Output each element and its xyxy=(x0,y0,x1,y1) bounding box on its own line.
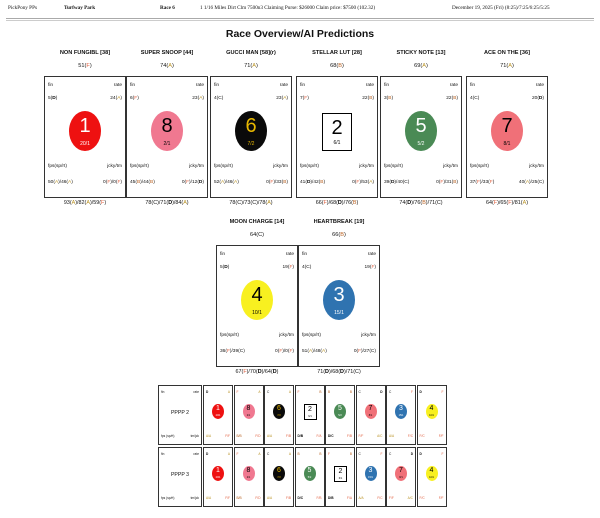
mini-program-number: 5 xyxy=(338,405,342,412)
race-date: December 19, 2025 (Fri) (8:25)/7:25/6:25/5:25 xyxy=(452,5,550,11)
mini-saddle-chip xyxy=(365,404,377,419)
prediction-card[interactable] xyxy=(210,76,292,198)
mini-prediction-card[interactable] xyxy=(356,447,386,507)
rate-label: rate xyxy=(367,252,376,257)
mini-saddle-chip xyxy=(243,404,255,419)
jcky-label: jcky/tm xyxy=(107,164,122,169)
site-name: PickPony PPs xyxy=(8,5,37,11)
mini-program-number: 7 xyxy=(399,467,403,474)
mini-fps-label: fps (sp/rt) xyxy=(161,434,175,438)
mini-fps: A/A xyxy=(206,496,212,500)
mini-prediction-card[interactable] xyxy=(325,447,355,507)
horse-score: 66(B) xyxy=(332,232,346,238)
mini-prediction-card[interactable] xyxy=(386,385,416,445)
speed-figures: 93(A)/82(A)/59(F) xyxy=(63,200,107,206)
horse-name: SUPER SNOOP [44] xyxy=(140,50,194,56)
prediction-card[interactable] xyxy=(44,76,126,198)
mini-rate-label: rate xyxy=(193,390,199,394)
mini-program-number: 4 xyxy=(429,405,434,412)
mini-fps: B/B xyxy=(236,434,242,438)
program-number: 1 xyxy=(79,115,91,137)
mini-rate: A xyxy=(227,390,230,394)
mini-odds: 6/1 xyxy=(308,415,312,418)
mini-jcky: F/C xyxy=(377,496,383,500)
mini-rate: B xyxy=(349,452,352,456)
rate-value: 19(F) xyxy=(364,265,376,270)
fin-label: fin xyxy=(130,83,136,88)
mini-saddle-chip xyxy=(243,466,255,481)
mini-program-number: 8 xyxy=(246,405,251,412)
saddle-cloth-chip xyxy=(235,111,267,151)
mini-jcky: F/B xyxy=(286,434,291,438)
mini-fin: C xyxy=(267,452,270,456)
mini-rate: B xyxy=(319,390,322,394)
fps-label: fps(sp/rt) xyxy=(214,164,233,169)
mini-fps: A/A xyxy=(358,496,364,500)
horse-name: STELLAR LUT [28] xyxy=(312,50,362,56)
fps-label: fps(sp/rt) xyxy=(130,164,149,169)
mini-jcky: A/C xyxy=(377,434,383,438)
fin-value: 3(B) xyxy=(384,96,394,101)
mini-saddle-chip xyxy=(395,466,407,481)
mini-prediction-card[interactable] xyxy=(417,447,447,507)
speed-figures: 67(F)/70(D)/64(D) xyxy=(235,369,279,375)
mini-saddle-chip xyxy=(304,404,317,420)
rate-label: rate xyxy=(449,83,458,88)
program-number: 8 xyxy=(161,115,173,137)
mini-odds: 5/2 xyxy=(338,414,342,417)
fps-label: fps(sp/rt) xyxy=(384,164,403,169)
horse-score: 64(C) xyxy=(249,232,264,238)
mini-prediction-card[interactable] xyxy=(356,385,386,445)
mini-rate: F xyxy=(441,452,444,456)
fps-value: 39(D)/40(C) xyxy=(384,180,410,185)
horse-score: 69(A) xyxy=(414,63,428,69)
race-conditions: 1 1/16 Miles Dirt Clm 7500n3 Claiming Purse: $26000 Claim price: $7500 (102.32) xyxy=(200,5,376,11)
mini-saddle-chip xyxy=(334,404,346,419)
mini-rate: B xyxy=(319,452,322,456)
prediction-card[interactable] xyxy=(126,76,208,198)
mini-jcky: F/F xyxy=(438,496,444,500)
fps-label: fps(sp/rt) xyxy=(302,333,321,338)
mini-saddle-chip xyxy=(304,466,316,481)
ppp-label: PPPP 2 xyxy=(170,410,190,416)
jcky-value: 40(A)/25(C) xyxy=(518,180,544,185)
horse-name: ACE ON THE [36] xyxy=(484,50,530,56)
horse-name: GUCCI MAN [58](r) xyxy=(226,50,276,56)
page-title: Race Overview/AI Predictions xyxy=(225,28,375,40)
mini-odds: 2/1 xyxy=(246,476,251,479)
morning-line-odds: 8/1 xyxy=(503,141,511,147)
rate-label: rate xyxy=(365,83,374,88)
horse-score: 71(A) xyxy=(244,63,258,69)
horse-name: NON FUNGIBL [38] xyxy=(59,50,111,56)
horse-score: 51(F) xyxy=(78,63,92,69)
mini-saddle-chip xyxy=(426,466,438,481)
prediction-card[interactable] xyxy=(298,245,380,367)
mini-prediction-card[interactable] xyxy=(264,385,294,445)
mini-program-number: 8 xyxy=(246,467,251,474)
mini-rate-label: rate xyxy=(193,452,199,456)
mini-jcky: F/B xyxy=(316,496,322,500)
mini-odds: 8/1 xyxy=(399,476,403,479)
mini-fin: F xyxy=(236,452,239,456)
morning-line-odds: 10/1 xyxy=(252,310,262,316)
rate-value: 20(D) xyxy=(531,96,544,101)
rate-value: 23(A) xyxy=(276,96,288,101)
rate-value: 22(B) xyxy=(446,96,458,101)
fin-label: fin xyxy=(214,83,220,88)
mini-jcky: F/D xyxy=(255,496,261,500)
mini-prediction-card[interactable] xyxy=(234,385,264,445)
mini-odds: 10/1 xyxy=(429,476,434,479)
speed-figures: 74(D)/76(B)/71(C) xyxy=(399,200,443,206)
mini-fin-label: fin xyxy=(161,390,165,394)
mini-jcky: F/F xyxy=(225,496,230,500)
fps-value: 45(B)/44(B) xyxy=(130,180,155,185)
mini-fin: C xyxy=(358,452,361,456)
jcky-label: jcky/tm xyxy=(529,164,544,169)
mini-prediction-card[interactable] xyxy=(386,447,416,507)
rate-label: rate xyxy=(113,83,122,88)
horse-score: 71(A) xyxy=(500,63,514,69)
mini-fin: B xyxy=(297,452,300,456)
jcky-value: 0(F)/27(C) xyxy=(353,349,376,354)
mini-fps: D/C xyxy=(297,496,303,500)
mini-saddle-chip xyxy=(273,404,285,419)
mini-fps: F/C xyxy=(419,434,425,438)
mini-rate: A xyxy=(258,452,261,456)
mini-odds: 20/1 xyxy=(215,414,221,417)
fps-label: fps(sp/rt) xyxy=(300,164,319,169)
prediction-card[interactable] xyxy=(216,245,298,367)
jcky-label: jcky/tm xyxy=(443,164,458,169)
mini-odds: 20/1 xyxy=(215,476,221,479)
track-name: Turfway Park xyxy=(64,5,96,11)
fps-value: 41(D)/42(B) xyxy=(300,180,326,185)
mini-fps: A/A xyxy=(267,434,273,438)
mini-jcky: F/F xyxy=(225,434,230,438)
mini-rate: D xyxy=(380,390,383,394)
mini-fin: F xyxy=(297,390,300,394)
mini-fin: C xyxy=(389,390,392,394)
fin-label: fin xyxy=(470,83,476,88)
mini-program-number: 2 xyxy=(338,468,343,475)
mini-prediction-card[interactable] xyxy=(417,385,447,445)
mini-jcky-label: tm/jck xyxy=(190,434,199,438)
jcky-label: jcky/tm xyxy=(273,164,288,169)
mini-program-number: 2 xyxy=(308,406,312,413)
fps-value: 51(A)/48(A) xyxy=(302,349,327,354)
prediction-card[interactable] xyxy=(380,76,462,198)
mini-fps: A/A xyxy=(206,434,212,438)
jcky-value: 0(F)/53(A) xyxy=(352,180,374,185)
fps-value: 37(F)/33(F) xyxy=(470,180,495,185)
speed-figures: 78(C)/73(C)/78(A) xyxy=(229,200,273,206)
program-number: 3 xyxy=(333,284,345,306)
mini-rate: A xyxy=(227,452,230,456)
jcky-value: 0(F)/0(F) xyxy=(103,180,122,185)
mini-prediction-card[interactable] xyxy=(295,385,325,445)
mini-odds: 10/1 xyxy=(429,414,434,417)
mini-jcky: F/B xyxy=(286,496,291,500)
mini-rate: F xyxy=(380,452,383,456)
rate-label: rate xyxy=(279,83,288,88)
mini-fps: B/B xyxy=(236,496,242,500)
jcky-label: jcky/tm xyxy=(189,164,204,169)
mini-prediction-card[interactable] xyxy=(203,385,233,445)
mini-rate: F xyxy=(411,390,413,394)
horse-name: HEARTBREAK [19] xyxy=(313,219,365,225)
mini-saddle-chip xyxy=(426,404,438,419)
fin-value: 7(F) xyxy=(300,96,309,101)
mini-rate: A xyxy=(288,390,291,394)
mini-jcky: F/A xyxy=(316,434,322,438)
fin-value: 4(C) xyxy=(470,96,480,101)
ppp-label: PPPP 3 xyxy=(170,472,190,478)
morning-line-odds: 6/1 xyxy=(333,140,341,146)
horse-name: STICKY NOTE [13] xyxy=(396,50,446,56)
mini-fps-label: fps (sp/rt) xyxy=(161,496,175,500)
prediction-card[interactable] xyxy=(466,76,548,198)
mini-jcky: F/A xyxy=(347,496,352,500)
fin-value: 5(D) xyxy=(220,265,230,270)
jcky-value: 0(F)/33(B) xyxy=(266,180,288,185)
fin-value: 4(C) xyxy=(302,265,312,270)
speed-figures: 71(D)/68(D)/71(C) xyxy=(317,369,361,375)
mini-fin: C xyxy=(389,452,392,456)
mini-fin: F xyxy=(328,452,330,456)
mini-fps: D/C xyxy=(328,434,334,438)
mini-jcky-label: tm/jck xyxy=(190,496,199,500)
mini-program-number: 1 xyxy=(216,467,220,474)
mini-fps: F/C xyxy=(419,496,425,500)
speed-figures: 66(F)/68(D)/76(B) xyxy=(315,200,359,206)
mini-saddle-chip xyxy=(395,404,407,419)
morning-line-odds: 15/1 xyxy=(334,310,344,316)
mini-fin: D xyxy=(206,452,209,456)
fin-label: fin xyxy=(302,252,308,257)
jcky-label: jcky/tm xyxy=(361,333,376,338)
mini-saddle-chip xyxy=(212,466,224,481)
rate-label: rate xyxy=(285,252,294,257)
ppp-label-card xyxy=(158,447,202,507)
mini-odds: 7/2 xyxy=(277,414,281,417)
mini-prediction-card[interactable] xyxy=(325,385,355,445)
fps-label: fps(sp/rt) xyxy=(48,164,67,169)
saddle-cloth-chip xyxy=(322,113,352,151)
fps-value: 50(A)/46(A) xyxy=(48,180,73,185)
rate-label: rate xyxy=(535,83,544,88)
mini-rate: B xyxy=(349,390,352,394)
mini-program-number: 3 xyxy=(368,467,373,474)
horse-score: 68(B) xyxy=(330,63,344,69)
mini-saddle-chip xyxy=(273,466,285,481)
mini-jcky: F/D xyxy=(255,434,261,438)
fps-label: fps(sp/rt) xyxy=(470,164,489,169)
fin-label: fin xyxy=(220,252,226,257)
race-number: Race 6 xyxy=(160,5,175,11)
rate-value: 23(A) xyxy=(192,96,204,101)
prediction-card[interactable] xyxy=(296,76,378,198)
mini-program-number: 6 xyxy=(277,405,281,412)
mini-jcky: F/B xyxy=(347,434,352,438)
program-number: 4 xyxy=(251,284,263,306)
program-number: 2 xyxy=(331,117,343,139)
mini-program-number: 4 xyxy=(429,467,434,474)
morning-line-odds: 5/2 xyxy=(417,141,425,147)
fin-label: fin xyxy=(384,83,390,88)
mini-fin: D xyxy=(419,452,422,456)
saddle-cloth-chip xyxy=(69,111,101,151)
mini-fps: A/A xyxy=(267,496,273,500)
morning-line-odds: 7/2 xyxy=(247,141,255,147)
mini-fin: C xyxy=(267,390,270,394)
jcky-value: 0(F)/31(B) xyxy=(436,180,458,185)
mini-odds: 5/2 xyxy=(307,476,312,479)
mini-odds: 6/1 xyxy=(338,477,343,480)
fps-value: 36(F)/39(C) xyxy=(220,349,245,354)
mini-odds: 2/1 xyxy=(246,414,251,417)
mini-rate: D xyxy=(410,452,413,456)
speed-figures: 64(F)/65(F)/81(A) xyxy=(486,200,528,206)
rate-value: 19(F) xyxy=(282,265,294,270)
mini-odds: 7/2 xyxy=(277,476,281,479)
program-number: 5 xyxy=(415,115,427,137)
mini-fin: F xyxy=(236,390,239,394)
mini-rate: A xyxy=(288,452,291,456)
mini-odds: 15/1 xyxy=(368,476,373,479)
jcky-label: jcky/tm xyxy=(279,333,294,338)
morning-line-odds: 20/1 xyxy=(80,141,90,147)
speed-figures: 78(C)/71(D)/84(A) xyxy=(145,200,189,206)
mini-saddle-chip xyxy=(365,466,377,481)
mini-fin: C xyxy=(358,390,361,394)
saddle-cloth-chip xyxy=(241,280,273,320)
mini-fin: D xyxy=(419,390,422,394)
saddle-cloth-chip xyxy=(323,280,355,320)
fps-value: 52(A)/46(A) xyxy=(214,180,239,185)
mini-fps: D/B xyxy=(297,434,303,438)
program-number: 6 xyxy=(245,115,257,137)
rate-value: 22(B) xyxy=(362,96,374,101)
saddle-cloth-chip xyxy=(151,111,183,151)
mini-program-number: 7 xyxy=(368,405,373,412)
mini-program-number: 6 xyxy=(277,467,281,474)
jcky-value: 0(F)/0(F) xyxy=(275,349,294,354)
mini-rate: A xyxy=(258,390,261,394)
mini-fps: A/A xyxy=(389,434,395,438)
jcky-label: jcky/tm xyxy=(359,164,374,169)
rate-label: rate xyxy=(195,83,204,88)
fps-label: fps(sp/rt) xyxy=(220,333,239,338)
morning-line-odds: 2/1 xyxy=(163,141,171,147)
program-number: 7 xyxy=(501,115,513,137)
mini-prediction-card[interactable] xyxy=(295,447,325,507)
fin-label: fin xyxy=(48,83,54,88)
mini-prediction-card[interactable] xyxy=(264,447,294,507)
mini-saddle-chip xyxy=(212,404,224,419)
mini-program-number: 3 xyxy=(399,405,403,412)
mini-fin: B xyxy=(328,390,331,394)
mini-rate: F xyxy=(441,390,444,394)
fin-value: 5(D) xyxy=(48,96,58,101)
mini-jcky: F/F xyxy=(438,434,444,438)
mini-prediction-card[interactable] xyxy=(203,447,233,507)
header-divider-thin xyxy=(6,20,594,21)
rate-value: 24(A) xyxy=(110,96,122,101)
mini-jcky: A/C xyxy=(407,496,413,500)
mini-odds: 8/1 xyxy=(368,414,373,417)
jcky-value: 0(F)/12(D) xyxy=(181,180,204,185)
mini-fps: F/F xyxy=(389,496,394,500)
mini-program-number: 1 xyxy=(216,405,220,412)
horse-name: MOON CHARGE [14] xyxy=(229,219,285,225)
mini-odds: 15/1 xyxy=(398,414,404,417)
fin-value: 4(C) xyxy=(214,96,224,101)
mini-fin-label: fin xyxy=(161,452,165,456)
mini-prediction-card[interactable] xyxy=(234,447,264,507)
mini-program-number: 5 xyxy=(307,467,312,474)
mini-fps: D/B xyxy=(328,496,334,500)
saddle-cloth-chip xyxy=(491,111,523,151)
mini-jcky: F/C xyxy=(407,434,413,438)
saddle-cloth-chip xyxy=(405,111,437,151)
ppp-label-card xyxy=(158,385,202,445)
mini-fin: D xyxy=(206,390,209,394)
fin-value: 6(F) xyxy=(130,96,139,101)
horse-score: 74(A) xyxy=(160,63,174,69)
mini-fps: F/F xyxy=(358,434,364,438)
mini-saddle-chip xyxy=(334,466,347,482)
page-header xyxy=(0,0,600,14)
fin-label: fin xyxy=(300,83,306,88)
